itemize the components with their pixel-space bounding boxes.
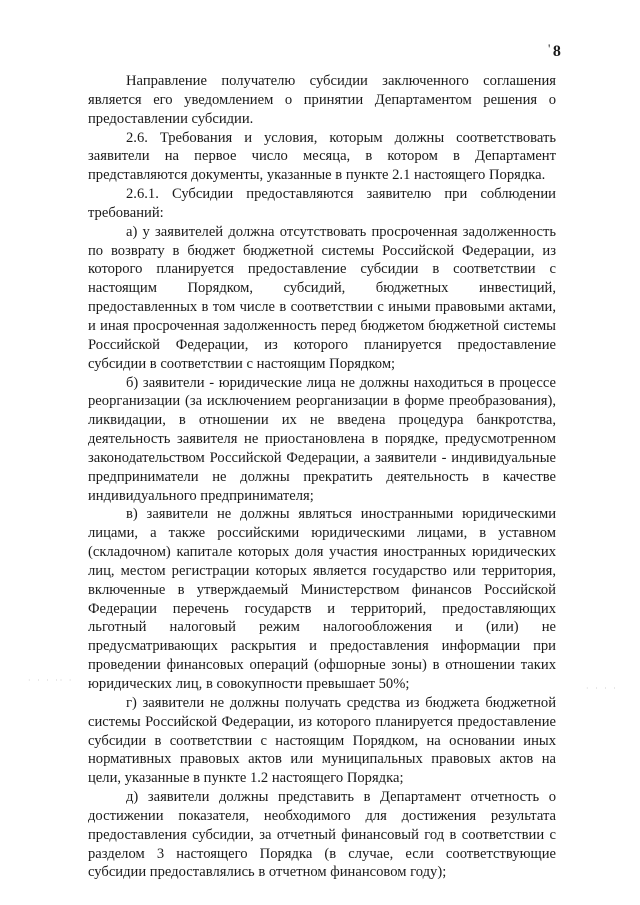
page-number-mark: '	[548, 41, 551, 56]
paragraph-item-d: д) заявители должны представить в Департамент отчетность о достижении показателя, необходимого для достижения результата предоставления субсидии, за отчетный финансовый год в соответствии с разделом 3 настоящего Порядка (в случае, если соответствующие субсидии предоставлялись в отчетном финансовом году);	[88, 789, 556, 881]
page-number-value: 8	[552, 43, 562, 60]
scan-artifact-right: · · · ·	[586, 684, 618, 693]
paragraph-item-g: г) заявители не должны получать средства из бюджета бюджетной системы Российской Федерации, из которого планируется предоставление субсидии в соответствии с настоящим Порядком, на основании иных нормативных правовых актов или муниципальных правовых актов на цели, указанные в пункте 1.2 настоящего Порядка;	[88, 694, 556, 787]
paragraph-item-v: в) заявители не должны являться иностранными юридическими лицами, а также российскими юридическими лицами, в уставном (складочном) капитале которых доля участия иностранных юридических лиц, местом регистрации которых является государство или территория, включенные в утверждаемый Министерством финансов Российской Федерации перечень государств и территорий, предоставляющих льготный налоговый режим налогообложения и (или) не предусматривающих раскрытия и предоставления информации при проведении финансовых операций (офшорные зоны) в отношении таких юридических лиц, в совокупности превышает 50%;	[88, 506, 556, 692]
paragraph-2-6-1: 2.6.1. Субсидии предоставляются заявителю при соблюдении требований:	[88, 186, 556, 221]
paragraph-2-6: 2.6. Требования и условия, которым должны соответствовать заявители на первое число месяца, в котором в Департамент представляются документы, указанные в пункте 2.1 настоящего Порядка.	[88, 129, 556, 184]
paragraph-agreement-notice: Направление получателю субсидии заключенного соглашения является его уведомлением о принятии Департаментом решения о предоставлении субсидии.	[88, 73, 556, 127]
paragraph-item-b: б) заявители - юридические лица не должны находиться в процессе реорганизации (за исключением реорганизации в форме преобразования), ликвидации, в отношении их не введена процедура банкротства, деятельность заявителя не приостановлена в порядке, предусмотренном законодательством Российской Федерации, а заявители - индивидуальные предприниматели не должны прекратить деятельность в качестве индивидуального предпринимателя;	[88, 374, 556, 504]
document-body	[88, 72, 556, 882]
paragraph-item-a: а) у заявителей должна отсутствовать просроченная задолженность по возврату в бюджет бюджетной системы Российской Федерации, из которого планируется предоставление субсидии в соответствии с настоящим Порядком, субсидий, бюджетных инвестиций, предоставленных в том числе в соответствии с иными правовыми актами, и иная просроченная задолженность перед бюджетом бюджетной системы Российской Федерации, из которого планируется предоставление субсидии в соответствии с настоящим Порядком;	[88, 223, 556, 372]
scan-artifact-left: · · · ·· ·	[28, 676, 74, 685]
page-number	[548, 43, 561, 61]
